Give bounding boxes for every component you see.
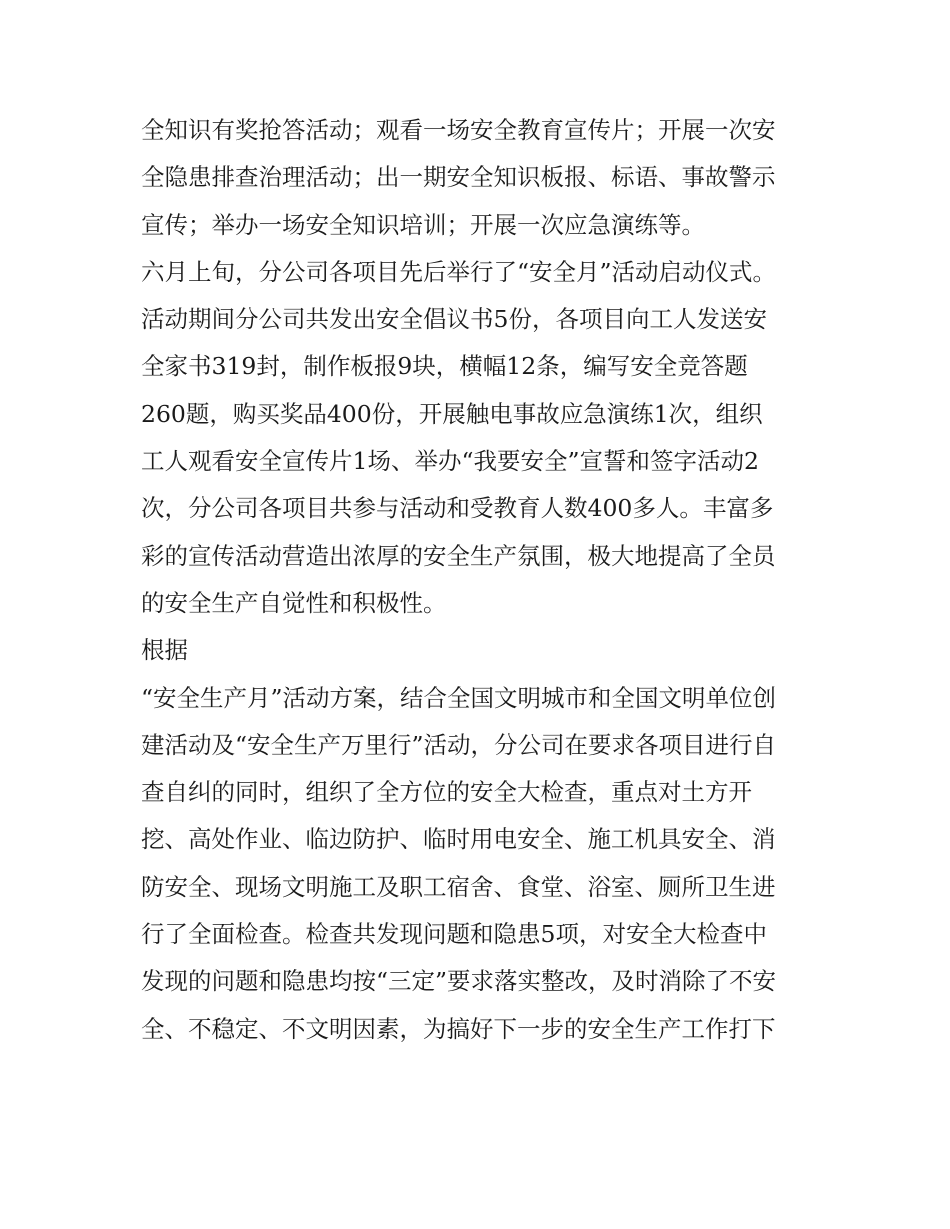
text-line: 宣传；举办一场安全知识培训；开展一次应急演练等。 xyxy=(141,210,705,239)
text-line: 发现的问题和隐患均按“三定”要求落实整改，及时消除了不安 xyxy=(141,967,777,996)
text-line: 根据 xyxy=(141,636,188,665)
text-line: 全知识有奖抢答活动；观看一场安全教育宣传片；开展一次安 xyxy=(141,116,776,144)
text-line: 活动期间分公司共发出安全倡议书5份，各项目向工人发送安 xyxy=(141,305,767,334)
text-line: 260题，购买奖品400份，开展触电事故应急演练1次，组织 xyxy=(141,399,763,428)
text-line: 的安全生产自觉性和积极性。 xyxy=(141,588,447,617)
text-line: 挖、高处作业、临边防护、临时用电安全、施工机具安全、消 xyxy=(141,825,776,854)
text-line: 防安全、现场文明施工及职工宿舍、食堂、浴室、厕所卫生进 xyxy=(141,872,776,901)
text-line: 六月上旬，分公司各项目先后举行了“安全月”活动启动仪式。 xyxy=(141,257,777,286)
text-line: 彩的宣传活动营造出浓厚的安全生产氛围，极大地提高了全员 xyxy=(141,541,776,570)
body-text xyxy=(141,107,821,1053)
text-line: 全、不稳定、不文明因素，为搞好下一步的安全生产工作打下 xyxy=(141,1014,776,1043)
text-line: 建活动及“安全生产万里行”活动，分公司在要求各项目进行自 xyxy=(141,730,777,759)
text-line: 全隐患排查治理活动；出一期安全知识板报、标语、事故警示 xyxy=(141,163,776,192)
text-line: 全家书319封，制作板报9块，横幅12条，编写安全竞答题 xyxy=(141,352,748,381)
text-line: 次，分公司各项目共参与活动和受教育人数400多人。丰富多 xyxy=(141,494,774,523)
text-line: 工人观看安全宣传片1场、举办“我要安全”宣誓和签字活动2 xyxy=(141,447,759,476)
text-line: 查自纠的同时，组织了全方位的安全大检查，重点对土方开 xyxy=(141,778,752,807)
text-line: 行了全面检查。检查共发现问题和隐患5项，对安全大检查中 xyxy=(141,920,767,949)
text-line: “安全生产月”活动方案，结合全国文明城市和全国文明单位创 xyxy=(141,683,777,712)
